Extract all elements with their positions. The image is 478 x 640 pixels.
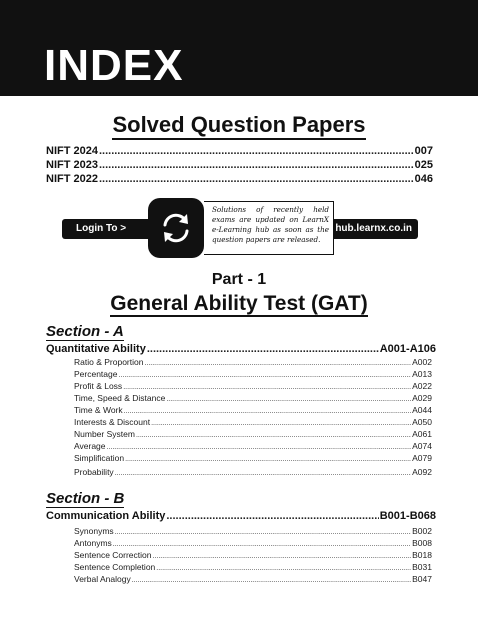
solved-papers-heading bbox=[0, 110, 478, 140]
entry-label: Time, Speed & Distance bbox=[74, 393, 166, 403]
entry-label: Sentence Correction bbox=[74, 550, 152, 560]
entry-page: B031 bbox=[412, 562, 432, 572]
part-label: Part - 1 bbox=[211, 271, 267, 288]
entry-page: 025 bbox=[414, 159, 433, 171]
entry-label: Quantitative Ability bbox=[46, 343, 146, 355]
entry-label: Probability bbox=[74, 467, 114, 477]
entry-label: Profit & Loss bbox=[74, 381, 123, 391]
refresh-icon bbox=[159, 210, 193, 246]
solved-papers-title: Solved Question Papers bbox=[112, 112, 365, 140]
page-title: INDEX bbox=[44, 41, 184, 90]
entry-label: Simplification bbox=[74, 453, 125, 463]
section-a-heading bbox=[46, 323, 124, 341]
entry-page: A044 bbox=[412, 405, 432, 415]
part-title-wrap bbox=[0, 290, 478, 318]
entry-page: B001-B068 bbox=[379, 510, 436, 522]
entry-page: B047 bbox=[412, 574, 432, 584]
part-title: General Ability Test (GAT) bbox=[110, 292, 368, 315]
entry-label: NIFT 2022 bbox=[46, 173, 98, 185]
entry-label: Ratio & Proportion bbox=[74, 357, 144, 367]
entry-label: Interests & Discount bbox=[74, 417, 151, 427]
entry-page: A074 bbox=[412, 441, 432, 451]
dot-leader bbox=[147, 342, 379, 356]
toc-item-simplification[interactable] bbox=[74, 452, 432, 466]
entry-page: A061 bbox=[412, 429, 432, 439]
entry-label: Number System bbox=[74, 429, 135, 439]
dot-leader bbox=[99, 144, 414, 158]
entry-label: NIFT 2023 bbox=[46, 159, 98, 171]
entry-label: Synonyms bbox=[74, 526, 114, 536]
entry-page: B002 bbox=[412, 526, 432, 536]
nift-entry-2022[interactable] bbox=[46, 172, 433, 186]
dot-leader bbox=[125, 452, 411, 466]
dot-leader bbox=[99, 172, 414, 186]
entry-page: A050 bbox=[412, 417, 432, 427]
entry-page: A022 bbox=[412, 381, 432, 391]
entry-label: Sentence Completion bbox=[74, 562, 156, 572]
entry-label: Average bbox=[74, 441, 106, 451]
nift-entry-2024[interactable] bbox=[46, 144, 433, 158]
entry-page: B008 bbox=[412, 538, 432, 548]
entry-page: 046 bbox=[414, 173, 433, 185]
entry-page: A092 bbox=[412, 467, 432, 477]
communication-ability-entry[interactable] bbox=[46, 509, 436, 523]
section-b-heading bbox=[46, 490, 124, 508]
entry-page: B018 bbox=[412, 550, 432, 560]
dot-leader bbox=[166, 509, 378, 523]
dot-leader bbox=[115, 466, 411, 480]
entry-label: Verbal Analogy bbox=[74, 574, 131, 584]
entry-label: Percentage bbox=[74, 369, 118, 379]
quantitative-ability-entry[interactable] bbox=[46, 342, 436, 356]
dot-leader bbox=[132, 573, 411, 587]
toc-item-probability[interactable] bbox=[74, 466, 432, 480]
login-banner bbox=[62, 198, 418, 258]
entry-page: 007 bbox=[414, 145, 433, 157]
hub-link[interactable]: hub.learnx.co.in bbox=[326, 219, 418, 239]
entry-label: Communication Ability bbox=[46, 510, 166, 522]
header-bar bbox=[0, 0, 478, 96]
login-label[interactable]: Login To > bbox=[62, 219, 162, 239]
section-a-title: Section - A bbox=[46, 323, 124, 340]
dot-leader bbox=[99, 158, 414, 172]
entry-label: NIFT 2024 bbox=[46, 145, 98, 157]
refresh-icon-box bbox=[148, 198, 204, 258]
entry-label: Antonyms bbox=[74, 538, 112, 548]
update-note: Solutions of recently held exams are updated on LearnX e-Learning hub as soon as the question papers are released. bbox=[204, 201, 334, 255]
entry-page: A013 bbox=[412, 369, 432, 379]
entry-page: A001-A106 bbox=[379, 343, 436, 355]
entry-page: A029 bbox=[412, 393, 432, 403]
nift-entry-2023[interactable] bbox=[46, 158, 433, 172]
entry-page: A079 bbox=[412, 453, 432, 463]
entry-page: A002 bbox=[412, 357, 432, 367]
entry-label: Time & Work bbox=[74, 405, 123, 415]
toc-item-verbal-analogy[interactable] bbox=[74, 573, 432, 587]
section-b-title: Section - B bbox=[46, 490, 125, 507]
